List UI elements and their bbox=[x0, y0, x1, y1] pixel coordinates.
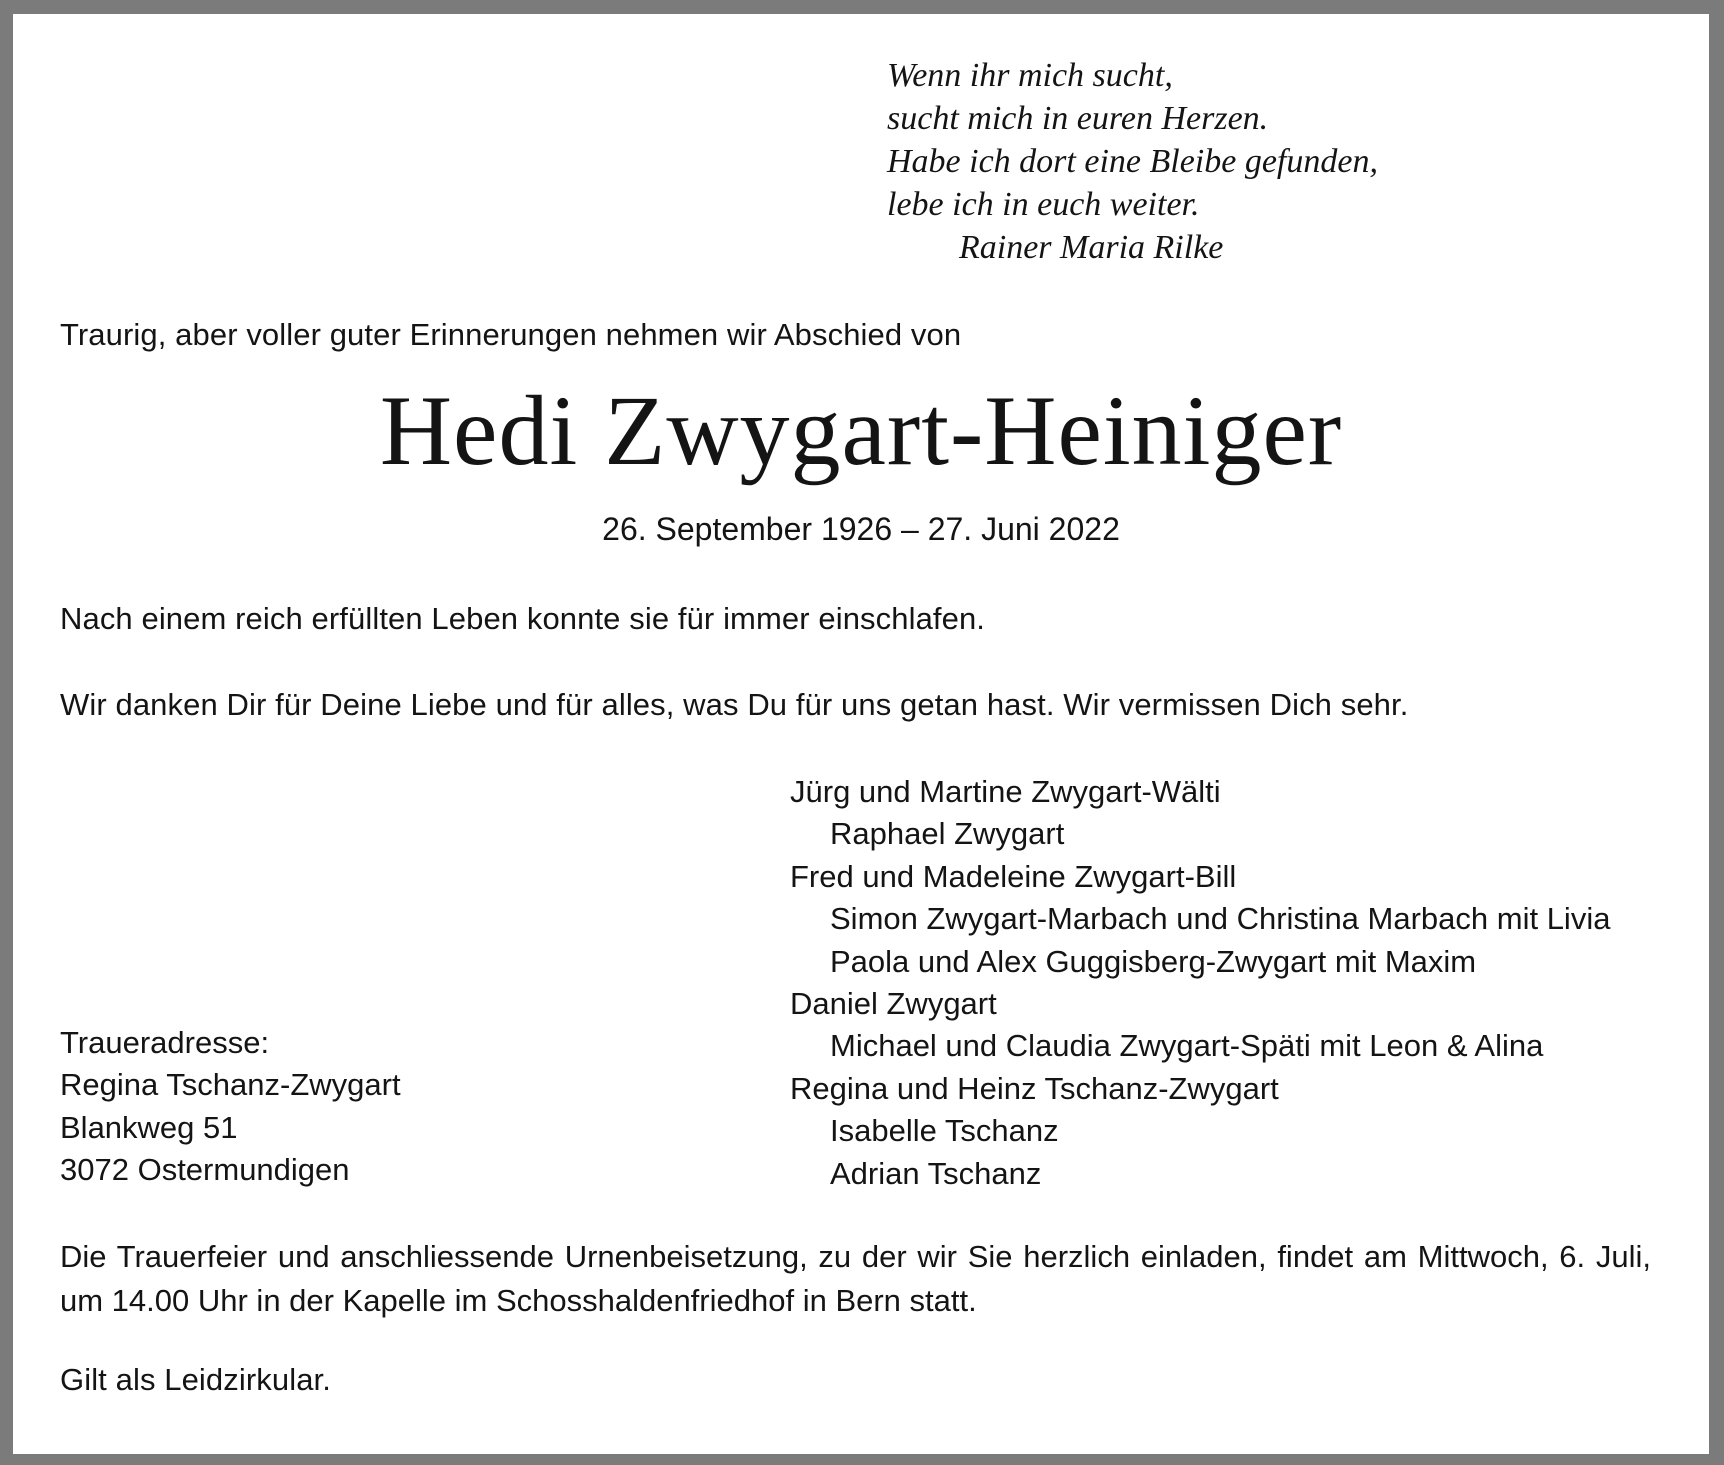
mourner-entry: Adrian Tschanz bbox=[830, 1155, 1042, 1191]
mourner-entry: Jürg und Martine Zwygart-Wälti bbox=[790, 774, 1221, 809]
poem-author: Rainer Maria Rilke bbox=[959, 229, 1224, 266]
mourner-entry: Paola und Alex Guggisberg-Zwygart mit Maxim bbox=[830, 943, 1477, 979]
poem-quote bbox=[887, 54, 1378, 269]
address-line: 3072 Ostermundigen bbox=[60, 1152, 350, 1188]
address-line: Blankweg 51 bbox=[60, 1109, 238, 1145]
mourner-entry: Michael und Claudia Zwygart-Späti mit Leon & Alina bbox=[830, 1028, 1544, 1064]
thanks-text: Wir danken Dir für Deine Liebe und für alles, was Du für uns getan hast. Wir vermissen Dich sehr. bbox=[60, 687, 1409, 722]
mourners-list bbox=[790, 771, 1610, 1195]
address-label: Traueradresse: bbox=[60, 1025, 270, 1060]
life-dates: 26. September 1926 – 27. Juni 2022 bbox=[602, 511, 1120, 547]
mourner-entry: Regina und Heinz Tschanz-Zwygart bbox=[790, 1070, 1279, 1106]
address-line: Regina Tschanz-Zwygart bbox=[60, 1067, 401, 1103]
mourner-entry: Fred und Madeleine Zwygart-Bill bbox=[790, 858, 1237, 894]
mourner-entry: Daniel Zwygart bbox=[790, 986, 997, 1022]
poem-line: sucht mich in euren Herzen. bbox=[887, 100, 1269, 137]
mourner-entry: Simon Zwygart-Marbach und Christina Marbach mit Livia bbox=[830, 901, 1611, 937]
poem-line: lebe ich in euch weiter. bbox=[887, 186, 1200, 223]
mourner-entry: Raphael Zwygart bbox=[830, 816, 1065, 852]
mourning-address bbox=[60, 1022, 401, 1192]
ceremony-notice: Die Trauerfeier und anschliessende Urnenbeisetzung, zu der wir Sie herzlich einladen, findet am Mittwoch, 6. Juli, um 14.00 Uhr in der Kapelle im Schosshaldenfriedhof in Bern statt. bbox=[60, 1239, 1651, 1318]
mourner-entry: Isabelle Tschanz bbox=[830, 1113, 1059, 1149]
obituary-card bbox=[13, 14, 1709, 1454]
farewell-text: Nach einem reich erfüllten Leben konnte sie für immer einschlafen. bbox=[60, 601, 986, 636]
deceased-name: Hedi Zwygart-Heiniger bbox=[379, 375, 1343, 486]
footer-note: Gilt als Leidzirkular. bbox=[60, 1362, 331, 1397]
poem-line: Habe ich dort eine Bleibe gefunden, bbox=[887, 143, 1378, 180]
intro-text: Traurig, aber voller guter Erinnerungen nehmen wir Abschied von bbox=[60, 317, 962, 352]
poem-line: Wenn ihr mich sucht, bbox=[887, 57, 1173, 94]
